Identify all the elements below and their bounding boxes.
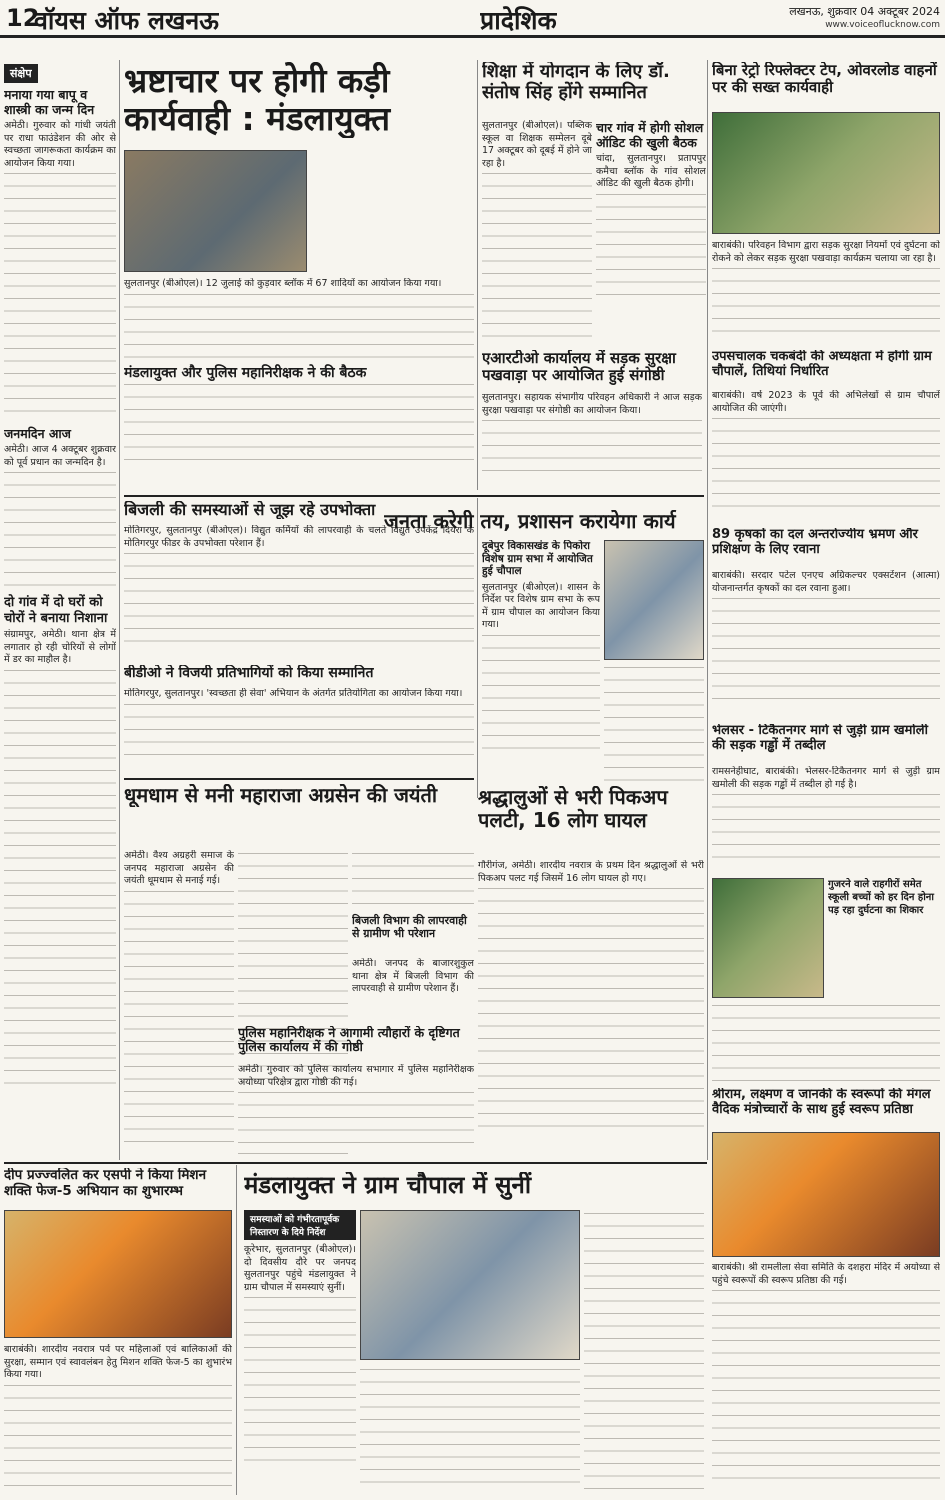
bdo-headline: बीडीओ ने विजयी प्रतिभागियों को किया सम्मानित: [124, 665, 374, 681]
text-block: [712, 1002, 940, 1082]
electricity-text: मोतिगरपुर, सुलतानपुर (बीओएल)। विद्युत कर्मियों की लापरवाही के चलते विद्युत उपकेंद्र दियरा के मोतिगरपुर फीडर के उपभोक्ता परेशान हैं।: [124, 525, 474, 549]
road-body: [712, 766, 940, 876]
chaupal-schedule-headline: उपसचालक चकबंदी की अध्यक्षता में होंगी ग्राम चौपालें, तिथियां निर्धारित: [712, 350, 932, 379]
text-block: [124, 701, 474, 761]
janta-text: सुलतानपुर (बीओएल)। शासन के निर्देश पर विशेष ग्राम सभा के रूप में ग्राम चौपाल का आयोजन किया गया।: [482, 581, 600, 631]
ramlila-body: [712, 1262, 940, 1492]
chaupal-body-end: [584, 1210, 704, 1495]
text-block: [478, 885, 704, 1135]
chaupal-body-continued: [360, 1366, 580, 1494]
farmers-text: बाराबंकी। सरदार पटेल एनएच अग्रिकल्चर एक्सटेंशन (आत्मा) योजनान्तर्गत कृषकों का दल रवाना हुआ।: [712, 570, 940, 594]
police-body: [238, 1064, 474, 1160]
chaupal-column: [244, 1210, 356, 1495]
yoga-body: [482, 120, 592, 345]
brief-headline: जनमदिन आज: [4, 426, 71, 442]
brief-lead: अमेठी। आज 4 अक्टूबर शुक्रवार को पूर्व प्रधान का जन्मदिन है।: [4, 444, 116, 468]
text-block: [482, 170, 592, 340]
brief-headline: दो गांव में दो घरों को चोरों ने बनाया निशाना: [4, 595, 108, 626]
column-rule: [707, 60, 708, 1160]
text-block: [124, 381, 474, 471]
text-block: [238, 1089, 474, 1149]
dateline: लखनऊ, शुक्रवार 04 अक्टूबर 2024: [789, 5, 940, 18]
farmers-body: [712, 570, 940, 720]
yoga-text: सुलतानपुर (बीओएल)। पब्लिक स्कूल वा शिक्षक सम्मेलन दूबे 17 अक्टूबर को दूबई में होने जा रहा है।: [482, 120, 592, 169]
column-rule: [477, 498, 478, 798]
janta-body-continued: [604, 664, 704, 782]
text-block: [596, 191, 706, 301]
text-block: [712, 595, 940, 705]
text-block: [244, 1294, 356, 1464]
agrasen-body: [124, 850, 234, 1160]
mission-photo: [4, 1210, 232, 1338]
rto-body: [482, 392, 702, 492]
police-headline: पुलिस महानिरीक्षक ने आगामी त्यौहारों के दृष्टिगत पुलिस कार्यालय में की गोष्ठी: [238, 1026, 460, 1055]
power-text: अमेठी। जनपद के बाजारशुकुल थाना क्षेत्र में बिजली विभाग की लापरवाही से ग्रामीण परेशान हैं।: [352, 958, 474, 995]
text-block: [482, 417, 702, 477]
ramlila-headline: श्रीराम, लक्ष्मण व जानकी के स्वरूपों की मंगल वैदिक मंत्रोच्चारों के साथ हुई स्वरूप प्रतिष्ठा: [712, 1088, 931, 1117]
road-photo: [712, 878, 824, 998]
text-block: [352, 850, 474, 910]
column-rule: [119, 60, 120, 1160]
road-headline: भेलसर - टिकैतनगर मार्ग से जुड़ी ग्राम खमोली की सड़क गड्ढों में तब्दील: [712, 724, 928, 753]
power-headline: बिजली विभाग की लापरवाही से ग्रामीण भी परेशान: [352, 914, 467, 941]
janta-headline: जनता करेगी तय, प्रशासन करायेगा कार्य: [384, 510, 676, 533]
janta-column: [482, 540, 600, 780]
pickup-headline: श्रद्धालुओं से भरी पिकअप पलटी, 16 लोग घायल: [478, 786, 668, 832]
text-block: [482, 632, 600, 752]
police-text: अमेठी। गुरुवार को पुलिस कार्यालय सभागार में पुलिस महानिरीक्षक अयोध्या परिक्षेत्र द्वारा गोष्ठी की गई।: [238, 1064, 474, 1088]
power-body: [352, 958, 474, 1020]
electricity-headline: बिजली की समस्याओं से जूझ रहे उपभोक्ता: [124, 501, 376, 519]
bdo-text: मोतिगरपुर, सुलतानपुर। 'स्वच्छता ही सेवा' अभियान के अंतर्गत प्रतियोगिता का आयोजन किया गया।: [124, 688, 463, 699]
road-body-continued: [712, 1002, 940, 1082]
audit-text: चांदा, सुलतानपुर। प्रतापपुर कमैचा ब्लॉक के गांव सोशल ऑडिट की खुली बैठक होगी।: [596, 153, 706, 190]
lead-subhead: मंडलायुक्त और पुलिस महानिरीक्षक ने की बैठक: [124, 364, 367, 381]
chaupal-headline: मंडलायुक्त ने ग्राम चौपाल में सुनीं: [244, 1172, 532, 1199]
meeting-photo: [124, 150, 307, 272]
electricity-body: [124, 525, 474, 660]
text-block: [584, 1210, 704, 1495]
janta-kicker: दूबेपुर विकासखंड के पिकोरा विशेष ग्राम सभा में आयोजित हुई चौपाल: [482, 540, 593, 578]
pickup-text: गौरीगंज, अमेठी। शारदीय नवरात्र के प्रथम दिन श्रद्धालुओं से भरी पिकअप पलट गई जिसमें 16 लोग घायल हो गए।: [478, 860, 704, 884]
text-block: [124, 291, 474, 361]
rto-tape-body: [712, 240, 940, 348]
ramlila-photo: [712, 1132, 940, 1257]
page-number: 12: [6, 4, 40, 32]
section-rule: [124, 778, 474, 780]
bdo-body: [124, 688, 474, 773]
yoga-headline: शिक्षा में योगदान के लिए डॉ. संतोष सिंह होंगे सम्मानित: [482, 62, 670, 103]
brief-headline: मनाया गया बापू व शास्त्री का जन्म दिन: [4, 87, 95, 117]
lead-text: सुलतानपुर (बीओएल)। 12 जुलाई को कुड़वार ब्लॉक में 67 शादियों का आयोजन किया गया।: [124, 278, 442, 289]
masthead: [0, 0, 945, 38]
section-rule: [124, 495, 704, 497]
briefs-column: [4, 62, 116, 1162]
chaupal-text: कूरेभार, सुलतानपुर (बीओएल)। दो दिवसीय दौरे पर जनपद सुलतानपुर पहुंचे मंडलायुक्त ने ग्राम चौपाल में समस्याएं सुनीं।: [244, 1244, 356, 1293]
chaupal-schedule-text: बाराबंकी। वर्ष 2023 के पूर्व की अभिलेखों से ग्राम चौपालें आयोजित की जाएंगी।: [712, 390, 940, 414]
road-text: रामसनेहीघाट, बाराबंकी। भेलसर-टिकैतनगर मार्ग से जुड़ी ग्राम खमोली की सड़क गड्ढों में तब्दील हो गई है।: [712, 766, 940, 790]
briefs-label: संक्षेप: [4, 64, 38, 83]
website: www.voiceoflucknow.com: [825, 20, 940, 30]
text-block: [712, 791, 940, 861]
text-block: [712, 1287, 940, 1482]
ramlila-text: बाराबंकी। श्री रामलीला सेवा समिति के दशहरा मंदिर में अयोध्या से पहुंचे स्वरूपों की स्वरूप प्रतिष्ठा की गई।: [712, 1262, 940, 1286]
agrasen-body-end: [352, 850, 474, 955]
paper-name: वॉयस ऑफ लखनऊ: [34, 6, 219, 35]
text-block: [124, 888, 234, 1148]
trucks-photo: [712, 112, 940, 234]
text-block: [4, 667, 116, 1087]
pickup-body: [478, 860, 704, 1160]
lead-body: [124, 278, 474, 498]
section-title: प्रादेशिक: [480, 6, 557, 35]
text-block: [712, 415, 940, 515]
text-block: [360, 1366, 580, 1494]
mission-text: बाराबंकी। शारदीय नवरात्र पर्व पर महिलाओं एवं बालिकाओं की सुरक्षा, सम्मान एवं स्वावलंबन हेतु मिशन शक्ति फेज-5 का शुभारंभ किया गया।: [4, 1344, 232, 1381]
text-block: [4, 1382, 232, 1492]
rto-headline: एआरटीओ कार्यालय में सड़क सुरक्षा पखवाड़ा पर आयोजित हुई संगोष्ठी: [482, 350, 676, 385]
text-block: [4, 469, 116, 589]
section-rule: [4, 1162, 707, 1164]
agrasen-text: अमेठी। वैश्य अग्रहरी समाज के जनपद महाराजा अग्रसेन की जयंती धूमधाम से मनाई गई।: [124, 850, 234, 887]
text-block: [712, 265, 940, 335]
agrasen-headline: धूमधाम से मनी महाराजा अग्रसेन की जयंती: [124, 784, 438, 807]
chaupal-photo: [360, 1210, 580, 1360]
text-block: [4, 170, 116, 420]
text-block: [604, 664, 704, 782]
audit-story: [596, 120, 706, 345]
farmers-headline: 89 कृषकों का दल अन्तर्राज्यीय भ्रमण और प्रशिक्षण के लिए रवाना: [712, 528, 919, 557]
brief-lead: संग्रामपुर, अमेठी। थाना क्षेत्र में लगातार हो रही चोरियों से लोगों में डर का माहौल है।: [4, 629, 116, 666]
road-photo-caption: गुजरने वाले राहगीरों समेत स्कूली बच्चों को हर दिन होना पड़ रहा दुर्घटना का शिकार: [828, 879, 934, 916]
mission-headline: दीप प्रज्ज्वलित कर एसपी ने किया मिशन शक्ति फेज-5 अभियान का शुभारम्भ: [4, 1168, 207, 1199]
lead-headline: भ्रष्टाचार पर होगी कड़ी कार्यवाही : मंडलायुक्त: [124, 62, 391, 138]
chaupal-kicker: समस्याओं को गंभीरतापूर्वक निस्तारण के दिये निर्देश: [244, 1210, 356, 1240]
column-rule: [477, 60, 478, 490]
column-rule: [236, 1165, 237, 1495]
rto-text: सुलतानपुर। सहायक संभागीय परिवहन अधिकारी ने आज सड़क सुरक्षा पखवाड़ा पर संगोष्ठी का आयोजन किया।: [482, 392, 702, 416]
text-block: [124, 550, 474, 650]
rto-tape-headline: बिना रेट्रो रिफ्लेक्टर टेप, ओवरलोड वाहनों पर की सख्त कार्यवाही: [712, 62, 937, 97]
chaupal-award-photo: [604, 540, 704, 660]
chaupal-schedule-body: [712, 390, 940, 525]
mission-body: [4, 1344, 232, 1494]
audit-headline: चार गांव में होगी सोशल ऑडिट की खुली बैठक: [596, 120, 704, 150]
rto-tape-text: बाराबंकी। परिवहन विभाग द्वारा सड़क सुरक्षा नियमों एवं दुर्घटना को रोकने को लेकर सड़क सुरक्षा पखवाड़ा कार्यक्रम चलाया जा रहा है।: [712, 240, 940, 264]
brief-lead: अमेठी। गुरुवार को गांधी जयंती पर राधा फाउंडेशन की ओर से स्वच्छता जागरूकता कार्यक्रम का आयोजन किया गया।: [4, 120, 116, 169]
